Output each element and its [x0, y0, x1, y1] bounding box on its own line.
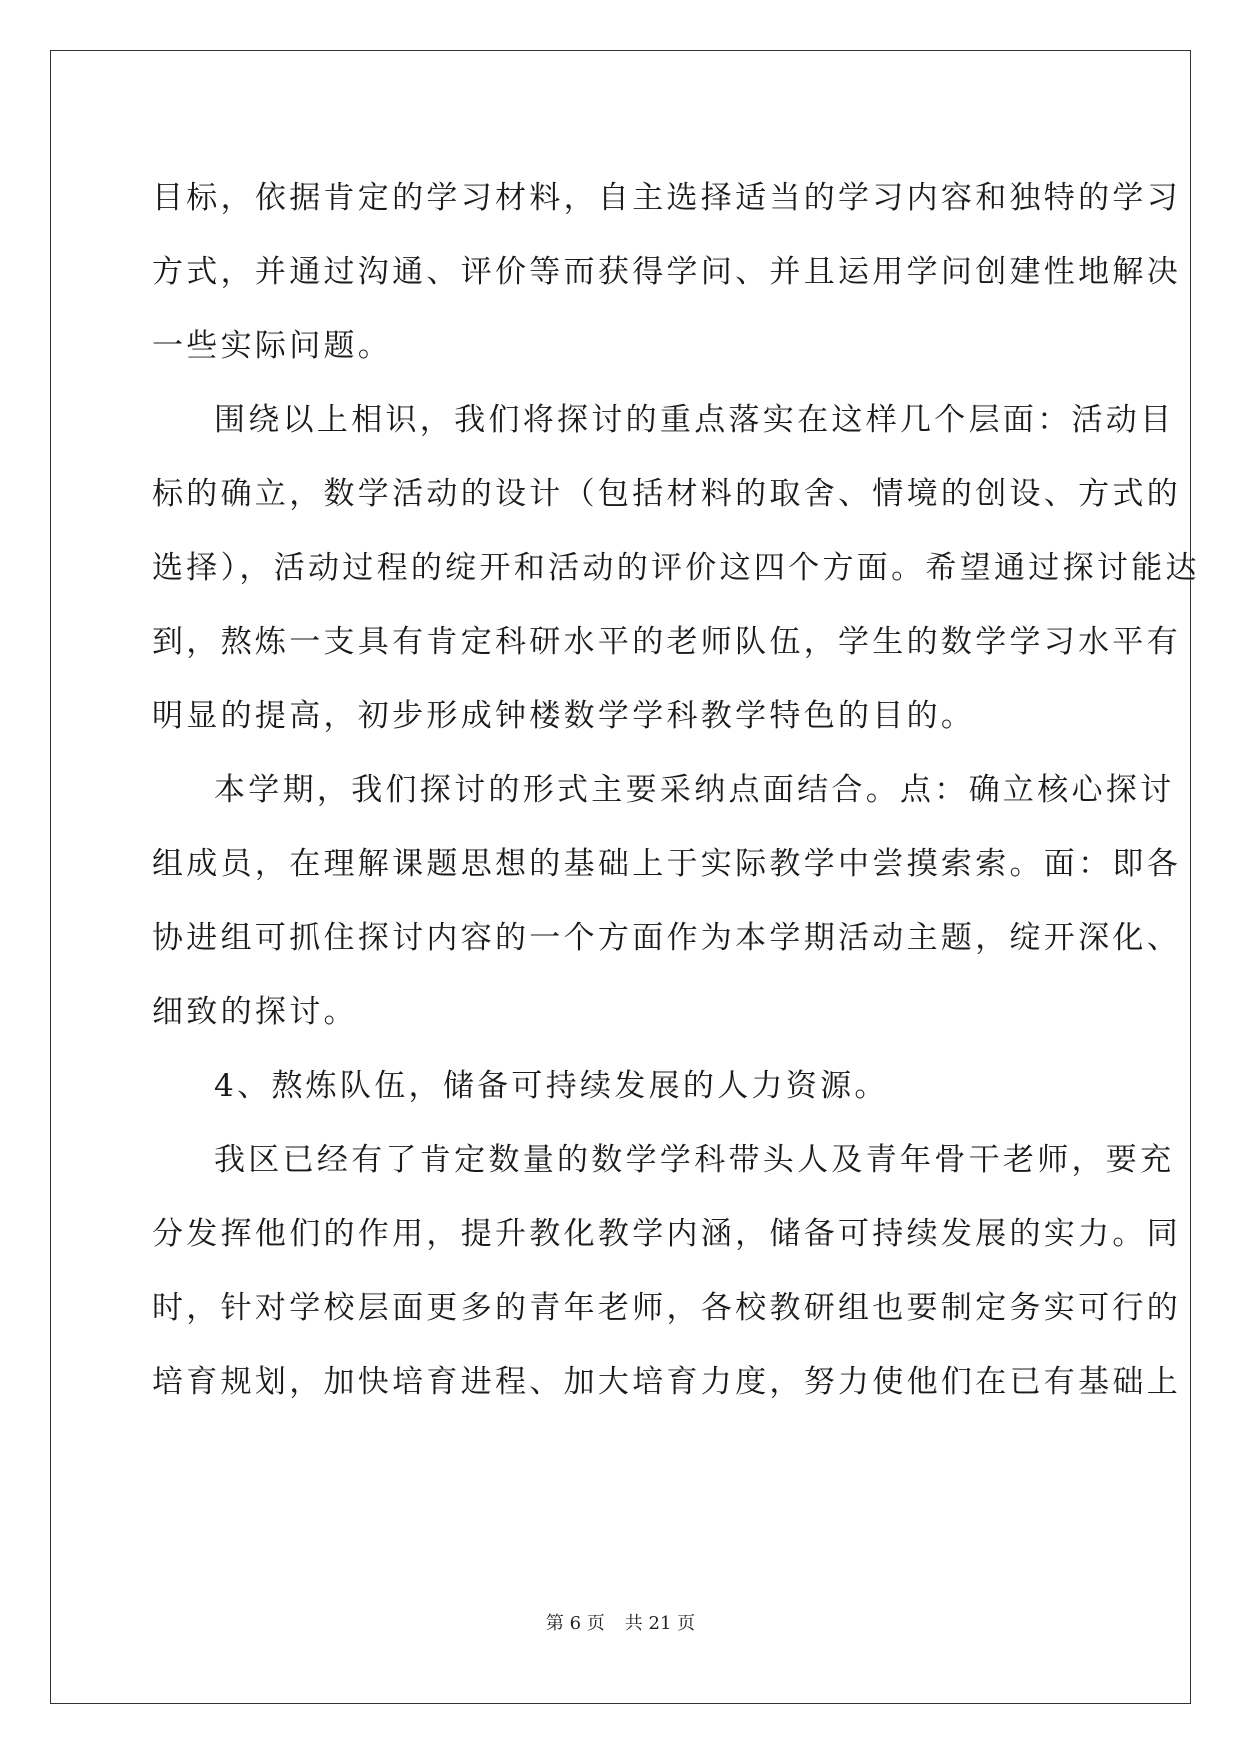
text-line-14: 我区已经有了肯定数量的数学学科带头人及青年骨干老师，要充 — [214, 1142, 1175, 1178]
text-line-5: 标的确立，数学活动的设计（包括材料的取舍、情境的创设、方式的 — [152, 476, 1181, 512]
text-line-17: 培育规划，加快培育进程、加大培育力度，努力使他们在已有基础上 — [152, 1364, 1181, 1400]
text-line-11: 协进组可抓住探讨内容的一个方面作为本学期活动主题，绽开深化、 — [152, 920, 1181, 956]
page-footer — [0, 1612, 1241, 1636]
text-line-7: 到，熬炼一支具有肯定科研水平的老师队伍，学生的数学学习水平有 — [152, 624, 1181, 660]
text-line-3: 一些实际问题。 — [152, 328, 393, 364]
document-body — [152, 161, 1200, 1419]
text-line-2: 方式，并通过沟通、评价等而获得学问、并且运用学问创建性地解决 — [152, 254, 1181, 290]
text-line-9: 本学期，我们探讨的形式主要采纳点面结合。点：确立核心探讨 — [214, 772, 1175, 808]
text-line-8: 明显的提高，初步形成钟楼数学学科教学特色的目的。 — [152, 698, 976, 734]
text-line-10: 组成员，在理解课题思想的基础上于实际教学中尝摸索索。面：即各 — [152, 846, 1181, 882]
text-line-13: 4、熬炼队伍，储备可持续发展的人力资源。 — [214, 1068, 889, 1104]
text-line-16: 时，针对学校层面更多的青年老师，各校教研组也要制定务实可行的 — [152, 1290, 1181, 1326]
page-number: 第 6 页 — [545, 1613, 605, 1634]
text-line-1: 目标，依据肯定的学习材料，自主选择适当的学习内容和独特的学习 — [152, 180, 1181, 216]
text-line-12: 细致的探讨。 — [152, 994, 358, 1030]
page-total: 共 21 页 — [624, 1613, 696, 1634]
text-line-6: 选择），活动过程的绽开和活动的评价这四个方面。希望通过探讨能达 — [152, 550, 1200, 586]
text-line-4: 围绕以上相识，我们将探讨的重点落实在这样几个层面：活动目 — [214, 402, 1175, 438]
text-line-15: 分发挥他们的作用，提升教化教学内涵，储备可持续发展的实力。同 — [152, 1216, 1181, 1252]
